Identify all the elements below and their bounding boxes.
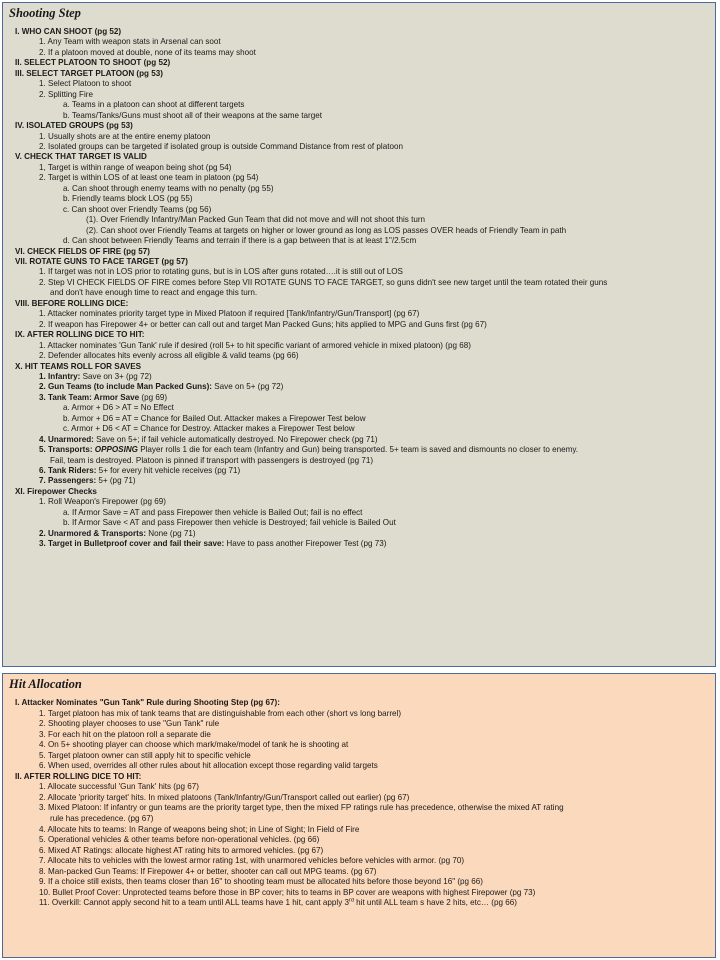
list-item: 9. If a choice still exists, then teams closer than 16" to shooting team must be allocated hits before those beyond 16" (pg 66): [39, 877, 483, 887]
list-item: 2. Splitting Fire: [39, 89, 93, 99]
item-text: Have to pass another Firepower Test (pg 73): [224, 539, 387, 549]
list-item: 1. If target was not in LOS prior to rotating guns, but is in LOS after guns rotated….it is still out of LOS: [39, 267, 403, 277]
section-heading: IX. AFTER ROLLING DICE TO HIT:: [15, 330, 145, 340]
item-text: None (pg 71): [146, 528, 196, 538]
section-heading: III. SELECT TARGET PLATOON (pg 53): [15, 68, 163, 78]
item-label: 2. Unarmored & Transports:: [39, 528, 147, 538]
section-heading: X. HIT TEAMS ROLL FOR SAVES: [15, 361, 142, 371]
item-label: 3. Tank Team: Armor Save: [39, 392, 140, 402]
nested-list-item: (1). Over Friendly Infantry/Man Packed Gun Team that did not move and will not shoot this turn: [86, 215, 426, 225]
sub-list-item: a. If Armor Save = AT and pass Firepower then vehicle is Bailed Out; fail is no effect: [63, 507, 363, 517]
list-item: 3. For each hit on the platoon roll a separate die: [39, 729, 211, 739]
sub-list-item: b. If Armor Save < AT and pass Firepower then vehicle is Destroyed; fail vehicle is Bailed Out: [63, 518, 396, 528]
list-item: 7. Allocate hits to vehicles with the lowest armor rating 1st, with unarmored vehicles before vehicles with armor. (pg 70): [39, 856, 465, 866]
list-item: [3, 435, 715, 445]
list-item: [3, 382, 715, 392]
list-item: 1. Roll Weapon's Firepower (pg 69): [39, 497, 166, 507]
list-item: [3, 466, 715, 476]
item-label: 6. Tank Riders:: [39, 466, 97, 476]
sub-list-item: a. Armor + D6 > AT = No Effect: [63, 403, 174, 413]
item-emphasis: OPPOSING: [92, 445, 138, 455]
sub-list-item: d. Can shoot between Friendly Teams and terrain if there is a gap between that is at least 1"/2.5cm: [63, 236, 417, 246]
list-item: 1. Select Platoon to shoot: [39, 79, 132, 89]
list-item: 5. Target platoon owner can still apply hit to specific vehicle: [39, 750, 251, 760]
ordinal-superscript: rd: [349, 898, 354, 904]
shooting-step-title: Shooting Step: [9, 6, 81, 20]
list-item: 1. Attacker nominates priority target type in Mixed Platoon if required [Tank/Infantry/Gun/Transport] (pg 67): [39, 309, 420, 319]
item-label: 4. Unarmored:: [39, 434, 94, 444]
hit-allocation-title: Hit Allocation: [9, 677, 82, 691]
sub-list-item: a. Can shoot through enemy teams with no penalty (pg 55): [63, 183, 274, 193]
sub-list-item: c. Armor + D6 < AT = Chance for Destroy. Attacker makes a Firepower Test below: [63, 424, 355, 434]
list-item: 4. On 5+ shooting player can choose which mark/make/model of tank he is shooting at: [39, 740, 349, 750]
list-item: [3, 529, 715, 539]
list-item: 2. Target is within LOS of at least one team in platoon (pg 54): [39, 173, 259, 183]
list-item: 6. When used, overrides all other rules about hit allocation except those regarding valid targets: [39, 761, 378, 771]
sub-list-item: a. Teams in a platoon can shoot at different targets: [63, 100, 245, 110]
item-label: 5. Transports:: [39, 445, 93, 455]
list-item: 2. If a platoon moved at double, none of its teams may shoot: [39, 47, 256, 57]
item-text: Save on 5+; if fail vehicle automatically destroyed. No Firepower check (pg 71): [93, 434, 378, 444]
shooting-step-panel: [2, 2, 716, 667]
hit-allocation-panel: [2, 673, 716, 958]
shooting-step-list: [3, 22, 715, 550]
item-label: 7. Passengers:: [39, 476, 97, 486]
list-item: [3, 539, 715, 549]
item-label: 1. Infantry:: [39, 371, 81, 381]
list-item: [3, 476, 715, 486]
list-item: 1. Attacker nominates 'Gun Tank' rule if desired (roll 5+ to hit specific variant of armored vehicle in mixed platoon) (pg 68): [39, 340, 471, 350]
list-item: 1. Allocate successful 'Gun Tank' hits (pg 67): [39, 782, 199, 792]
list-item: 2. If weapon has Firepower 4+ or better can call out and target Man Packed Guns; hits applied to MPG and Guns first (pg 67): [39, 319, 487, 329]
item-label: 2. Gun Teams (to include Man Packed Guns):: [39, 382, 212, 392]
sub-list-item: c. Can shoot over Friendly Teams (pg 56): [63, 204, 212, 214]
list-item: [3, 393, 715, 403]
section-heading: IV. ISOLATED GROUPS (pg 53): [15, 121, 133, 131]
section-heading: I. Attacker Nominates "Gun Tank" Rule during Shooting Step (pg 67):: [15, 698, 280, 707]
list-item: 1. Usually shots are at the entire enemy platoon: [39, 131, 211, 141]
section-heading: VI. CHECK FIELDS OF FIRE (pg 57): [15, 246, 150, 256]
hit-allocation-list: [3, 693, 715, 909]
list-item-continuation: and don't have enough time to react and engage this turn.: [50, 288, 258, 298]
item-text: 5+ (pg 71): [96, 476, 136, 486]
list-item: [3, 445, 715, 455]
list-item: 3. Mixed Platoon: If infantry or gun teams are the priority target type, then the mixed FP ratings rule has precedence, otherwise the mixed AT rating: [39, 803, 564, 813]
item-text: Save on 3+ (pg 72): [80, 371, 152, 381]
item-text: (pg 69): [139, 392, 168, 402]
list-item: 1. Any Team with weapon stats in Arsenal can soot: [39, 37, 221, 47]
item-text: Player rolls 1 die for each team (Infantry and Gun) being transported. 5+ team is saved and dismounts no closer to enemy.: [137, 445, 579, 455]
section-heading: II. SELECT PLATOON TO SHOOT (pg 52): [15, 58, 171, 68]
sub-list-item: b. Friendly teams block LOS (pg 55): [63, 194, 193, 204]
section-heading: VII. ROTATE GUNS TO FACE TARGET (pg 57): [15, 256, 188, 266]
section-heading: VIII. BEFORE ROLLING DICE:: [15, 298, 129, 308]
sub-list-item: b. Teams/Tanks/Guns must shoot all of their weapons at the same target: [63, 110, 322, 120]
list-item: 2. Allocate 'priority target' hits. In mixed platoons (Tank/Infantry/Gun/Transport called out earlier) (pg 67): [39, 792, 410, 802]
section-heading: I. WHO CAN SHOOT (pg 52): [15, 27, 122, 36]
sub-list-item: b. Armor + D6 = AT = Chance for Bailed Out. Attacker makes a Firepower Test below: [63, 413, 366, 423]
item-label: 3. Target in Bulletproof cover and fail their save:: [39, 539, 225, 549]
list-item: 4. Allocate hits to teams: In Range of weapons being shot; in Line of Sight; In Field of Fire: [39, 824, 360, 834]
list-item: 10. Bullet Proof Cover: Unprotected teams before those in BP cover; hits to teams in BP cover are weapons with highest Firepower (pg 73): [39, 887, 536, 897]
item-text: 11. Overkill: Cannot apply second hit to a team until ALL teams have 1 hit, cant apply 3: [39, 898, 349, 908]
list-item-continuation: Fail, team is destroyed. Platoon is pinned if transport with passengers is destroyed (pg 71): [50, 455, 374, 465]
section-heading: XI. Firepower Checks: [15, 486, 97, 496]
list-item: 6. Mixed AT Ratings: allocate highest AT rating hits to armored vehicles. (pg 67): [39, 845, 324, 855]
list-item: [3, 898, 715, 909]
list-item: 8. Man-packed Gun Teams: If Firepower 4+ or better, shooter can call out MPG teams. (pg 67): [39, 866, 377, 876]
list-item: 1, Target is within range of weapon being shot (pg 54): [39, 162, 232, 172]
list-item: 2. Shooting player chooses to use "Gun Tank" rule: [39, 719, 220, 729]
list-item: [3, 372, 715, 382]
list-item: 2. Defender allocates hits evenly across all eligible & valid teams (pg 66): [39, 351, 299, 361]
list-item: 2. Isolated groups can be targeted if isolated group is outside Command Distance from rest of platoon: [39, 141, 403, 151]
nested-list-item: (2). Can shoot over Friendly Teams at targets on higher or lower ground as long as LOS passes OVER heads of Friendly Team in path: [86, 225, 567, 235]
section-heading: V. CHECK THAT TARGET IS VALID: [15, 152, 147, 162]
list-item-continuation: rule has precedence. (pg 67): [50, 814, 154, 824]
list-item: 2. Step VI CHECK FIELDS OF FIRE comes before Step VII ROTATE GUNS TO FACE TARGET, so guns didn't see new target until the team rotated their guns: [39, 277, 608, 287]
list-item: 1. Target platoon has mix of tank teams that are distinguishable from each other (short vs long barrel): [39, 708, 402, 718]
list-item: 5. Operational vehicles & other teams before non-operational vehicles. (pg 66): [39, 835, 320, 845]
item-text: 5+ for every hit vehicle receives (pg 71): [96, 466, 241, 476]
section-heading: II. AFTER ROLLING DICE TO HIT:: [15, 771, 142, 781]
item-text: Save on 5+ (pg 72): [212, 382, 284, 392]
item-text-continued: hit until ALL team s have 2 hits, etc… (pg 66): [353, 898, 517, 908]
